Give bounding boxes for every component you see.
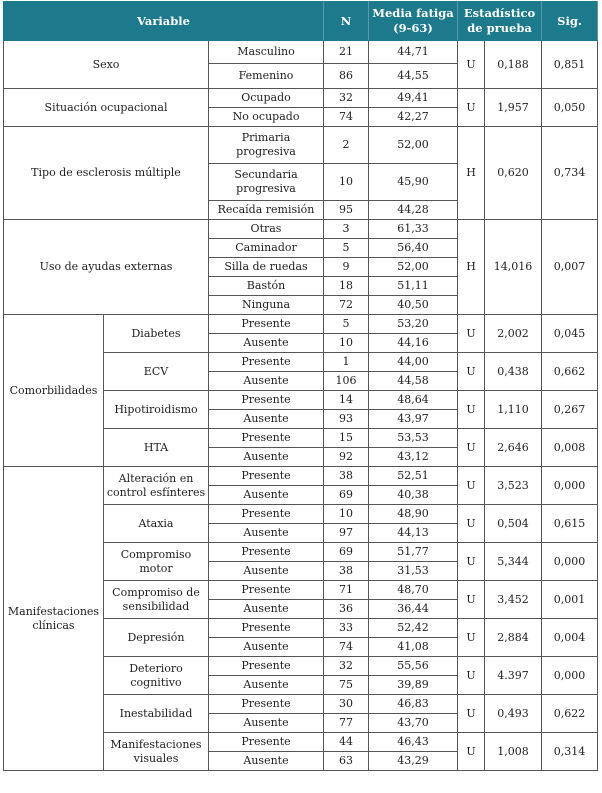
results-table [3,1,598,771]
category-cell: Ausente [209,448,324,467]
category-cell: Ausente [209,524,324,543]
n-cell: 63 [324,752,369,771]
test-type-cell: U [458,581,485,619]
category-cell: Presente [209,581,324,600]
mean-cell: 48,64 [369,391,458,410]
group-label: Sexo [4,41,209,89]
mean-cell: 41,08 [369,638,458,657]
n-cell: 75 [324,676,369,695]
n-cell: 10 [324,505,369,524]
group-label: Uso de ayudas externas [4,220,209,315]
significance-cell: 0,045 [542,315,598,353]
significance-cell: 0,615 [542,505,598,543]
n-cell: 74 [324,638,369,657]
statistic-cell: 3,523 [485,467,542,505]
mean-cell: 46,83 [369,695,458,714]
category-cell: Ausente [209,600,324,619]
mean-cell: 40,50 [369,296,458,315]
significance-cell: 0,000 [542,467,598,505]
statistic-cell: 4.397 [485,657,542,695]
table-row [4,127,598,164]
test-type-cell: H [458,220,485,315]
statistic-cell: 5,344 [485,543,542,581]
category-cell: Presente [209,315,324,334]
subgroup-label: Inestabilidad [104,695,209,733]
n-cell: 14 [324,391,369,410]
test-type-cell: U [458,89,485,127]
category-cell: Presente [209,657,324,676]
significance-cell: 0,001 [542,581,598,619]
category-cell: Ausente [209,676,324,695]
statistic-cell: 0,188 [485,41,542,89]
group-label: Manifestaciones clínicas [4,467,104,771]
statistic-cell: 0,438 [485,353,542,391]
statistic-cell: 0,493 [485,695,542,733]
statistic-cell: 2,884 [485,619,542,657]
statistic-cell: 3,452 [485,581,542,619]
mean-cell: 52,00 [369,258,458,277]
significance-cell: 0,004 [542,619,598,657]
subgroup-label: Diabetes [104,315,209,353]
significance-cell: 0,008 [542,429,598,467]
subgroup-label: Manifestaciones visuales [104,733,209,771]
header-n: N [324,2,369,41]
category-cell: Ausente [209,486,324,505]
significance-cell: 0,000 [542,543,598,581]
test-type-cell: U [458,429,485,467]
n-cell: 36 [324,600,369,619]
mean-cell: 55,56 [369,657,458,676]
n-cell: 10 [324,334,369,353]
significance-cell: 0,314 [542,733,598,771]
significance-cell: 0,007 [542,220,598,315]
mean-cell: 56,40 [369,239,458,258]
n-cell: 106 [324,372,369,391]
mean-cell: 51,77 [369,543,458,562]
table-row [4,467,598,486]
n-cell: 71 [324,581,369,600]
significance-cell: 0,851 [542,41,598,89]
n-cell: 5 [324,315,369,334]
mean-cell: 44,16 [369,334,458,353]
n-cell: 15 [324,429,369,448]
category-cell: Ausente [209,562,324,581]
n-cell: 74 [324,108,369,127]
n-cell: 77 [324,714,369,733]
category-cell: No ocupado [209,108,324,127]
category-cell: Presente [209,467,324,486]
category-cell: Secundaria progresiva [209,164,324,201]
subgroup-label: ECV [104,353,209,391]
test-type-cell: U [458,41,485,89]
mean-cell: 44,58 [369,372,458,391]
mean-cell: 40,38 [369,486,458,505]
category-cell: Otras [209,220,324,239]
test-type-cell: U [458,315,485,353]
significance-cell: 0,000 [542,657,598,695]
n-cell: 1 [324,353,369,372]
statistic-cell: 0,504 [485,505,542,543]
mean-cell: 44,00 [369,353,458,372]
mean-cell: 44,71 [369,41,458,64]
header-sig: Sig. [542,2,598,41]
category-cell: Presente [209,353,324,372]
category-cell: Masculino [209,41,324,64]
mean-cell: 53,53 [369,429,458,448]
mean-cell: 43,12 [369,448,458,467]
table-row [4,41,598,64]
mean-cell: 44,13 [369,524,458,543]
subgroup-label: Hipotiroidismo [104,391,209,429]
mean-cell: 43,97 [369,410,458,429]
mean-cell: 45,90 [369,164,458,201]
mean-cell: 36,44 [369,600,458,619]
significance-cell: 0,050 [542,89,598,127]
mean-cell: 46,43 [369,733,458,752]
test-type-cell: H [458,127,485,220]
table-row [4,89,598,108]
n-cell: 18 [324,277,369,296]
significance-cell: 0,662 [542,353,598,391]
subgroup-label: Depresión [104,619,209,657]
mean-cell: 44,55 [369,64,458,89]
category-cell: Presente [209,505,324,524]
statistic-cell: 2,002 [485,315,542,353]
test-type-cell: U [458,619,485,657]
test-type-cell: U [458,353,485,391]
n-cell: 95 [324,201,369,220]
subgroup-label: Deterioro cognitivo [104,657,209,695]
header-stat: Estadístico de prueba [458,2,542,41]
subgroup-label: Alteración en control esfínteres [104,467,209,505]
test-type-cell: U [458,733,485,771]
mean-cell: 39,89 [369,676,458,695]
n-cell: 72 [324,296,369,315]
header-mean: Media fatiga (9-63) [369,2,458,41]
n-cell: 21 [324,41,369,64]
n-cell: 9 [324,258,369,277]
category-cell: Silla de ruedas [209,258,324,277]
subgroup-label: Compromiso motor [104,543,209,581]
n-cell: 10 [324,164,369,201]
header-variable: Variable [4,2,324,41]
category-cell: Ocupado [209,89,324,108]
mean-cell: 53,20 [369,315,458,334]
statistic-cell: 1,008 [485,733,542,771]
table-body [4,41,598,771]
category-cell: Presente [209,391,324,410]
n-cell: 69 [324,486,369,505]
n-cell: 32 [324,89,369,108]
test-type-cell: U [458,391,485,429]
mean-cell: 43,70 [369,714,458,733]
test-type-cell: U [458,695,485,733]
mean-cell: 48,90 [369,505,458,524]
mean-cell: 48,70 [369,581,458,600]
table-row [4,220,598,239]
mean-cell: 44,28 [369,201,458,220]
test-type-cell: U [458,505,485,543]
mean-cell: 52,00 [369,127,458,164]
n-cell: 44 [324,733,369,752]
category-cell: Ausente [209,638,324,657]
n-cell: 30 [324,695,369,714]
n-cell: 38 [324,562,369,581]
n-cell: 33 [324,619,369,638]
table-header-row [4,2,598,41]
test-type-cell: U [458,657,485,695]
category-cell: Femenino [209,64,324,89]
group-label: Situación ocupacional [4,89,209,127]
significance-cell: 0,622 [542,695,598,733]
n-cell: 3 [324,220,369,239]
mean-cell: 42,27 [369,108,458,127]
statistic-cell: 2,646 [485,429,542,467]
n-cell: 92 [324,448,369,467]
n-cell: 69 [324,543,369,562]
significance-cell: 0,267 [542,391,598,429]
group-label: Comorbilidades [4,315,104,467]
mean-cell: 52,51 [369,467,458,486]
test-type-cell: U [458,543,485,581]
category-cell: Presente [209,695,324,714]
subgroup-label: Compromiso de sensibilidad [104,581,209,619]
table-row [4,315,598,334]
category-cell: Caminador [209,239,324,258]
n-cell: 32 [324,657,369,676]
subgroup-label: Ataxia [104,505,209,543]
category-cell: Ausente [209,372,324,391]
category-cell: Ausente [209,334,324,353]
n-cell: 93 [324,410,369,429]
category-cell: Bastón [209,277,324,296]
n-cell: 38 [324,467,369,486]
significance-cell: 0,734 [542,127,598,220]
n-cell: 2 [324,127,369,164]
category-cell: Ausente [209,714,324,733]
mean-cell: 52,42 [369,619,458,638]
n-cell: 97 [324,524,369,543]
mean-cell: 31,53 [369,562,458,581]
category-cell: Presente [209,429,324,448]
mean-cell: 51,11 [369,277,458,296]
mean-cell: 49,41 [369,89,458,108]
statistic-cell: 1,957 [485,89,542,127]
category-cell: Presente [209,543,324,562]
category-cell: Presente [209,619,324,638]
statistic-cell: 0,620 [485,127,542,220]
mean-cell: 43,29 [369,752,458,771]
category-cell: Ausente [209,752,324,771]
category-cell: Presente [209,733,324,752]
category-cell: Recaída remisión [209,201,324,220]
subgroup-label: HTA [104,429,209,467]
category-cell: Ninguna [209,296,324,315]
category-cell: Ausente [209,410,324,429]
statistic-cell: 1,110 [485,391,542,429]
statistic-cell: 14,016 [485,220,542,315]
group-label: Tipo de esclerosis múltiple [4,127,209,220]
n-cell: 5 [324,239,369,258]
category-cell: Primaria progresiva [209,127,324,164]
n-cell: 86 [324,64,369,89]
test-type-cell: U [458,467,485,505]
mean-cell: 61,33 [369,220,458,239]
